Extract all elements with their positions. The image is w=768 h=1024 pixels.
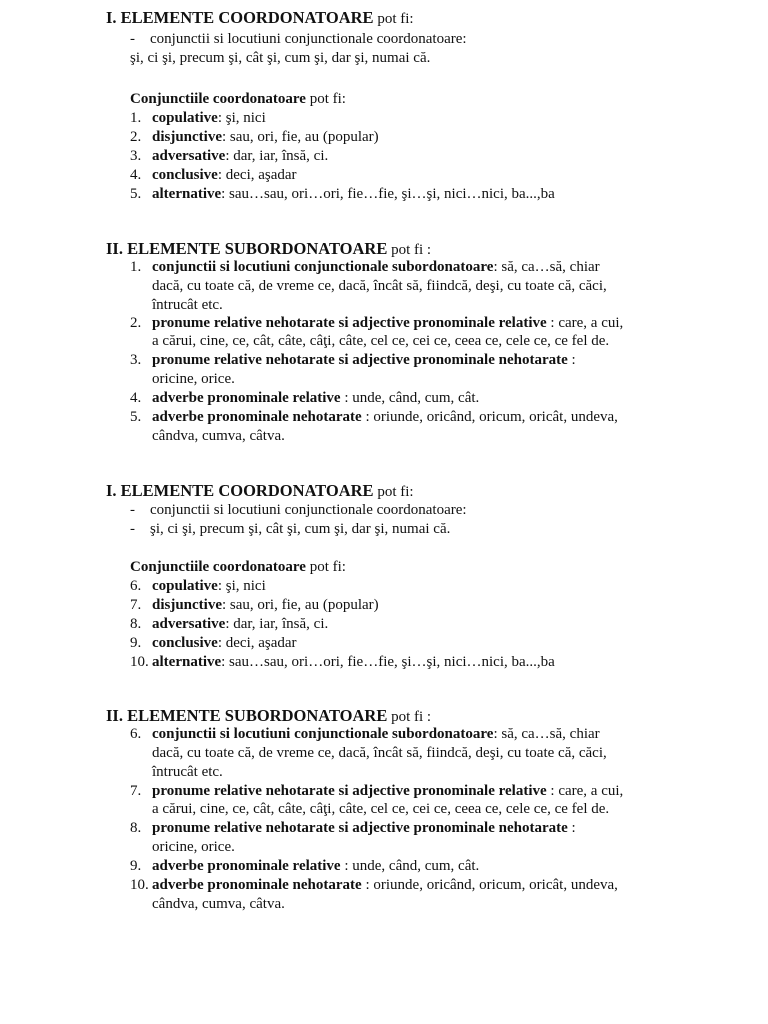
list-item	[130, 819, 576, 837]
item-term: adversative	[152, 148, 226, 164]
list-item	[130, 408, 618, 426]
item-text: :	[567, 352, 576, 368]
item-continuation: întrucât etc.	[152, 764, 223, 780]
item-text: : sau…sau, ori…ori, fie…fie, şi…şi, nici…nici, ba...,ba	[221, 186, 555, 202]
item-number: 7.	[130, 783, 142, 799]
coord-subheading	[130, 90, 346, 108]
coord-desc-text: şi, ci şi, precum şi, cât şi, cum şi, dar şi, numai că.	[150, 521, 451, 537]
item-text: : oriunde, oricând, oricum, oricât, undeva,	[361, 877, 618, 893]
sub-heading-suffix: pot fi :	[391, 709, 432, 725]
list-item	[130, 351, 576, 369]
item-continuation: dacă, cu toate că, de vreme ce, dacă, încât să, fiindcă, deşi, cu toate că, căci,	[152, 278, 607, 294]
sub-heading	[106, 240, 431, 259]
item-term: pronume relative nehotarate si adjective pronominale relative	[152, 783, 547, 799]
item-number: 9.	[130, 635, 142, 651]
item-term: alternative	[152, 186, 222, 202]
list-item	[130, 653, 555, 671]
item-continuation: oricine, orice.	[152, 839, 235, 855]
item-term: conclusive	[152, 167, 218, 183]
item-number: 6.	[130, 726, 142, 742]
item-term: disjunctive	[152, 597, 223, 613]
coord-heading-suffix: pot fi:	[377, 11, 414, 27]
item-term: conclusive	[152, 635, 218, 651]
sub-heading-title: II. ELEMENTE SUBORDONATOARE	[106, 706, 388, 725]
coord-subheading	[130, 558, 346, 576]
item-number: 4.	[130, 390, 142, 406]
item-continuation: cândva, cumva, câtva.	[152, 896, 285, 912]
coord-subheading-title: Conjunctiile coordonatoare	[130, 91, 306, 107]
item-text: : dar, iar, însă, ci.	[225, 616, 329, 632]
item-continuation: a cărui, cine, ce, cât, câte, câţi, câte, cel ce, cei ce, ceea ce, cele ce, ce fel de.	[152, 801, 610, 817]
item-term: copulative	[152, 578, 218, 594]
item-number: 10.	[130, 877, 149, 893]
item-continuation: dacă, cu toate că, de vreme ce, dacă, încât să, fiindcă, deşi, cu toate că, căci,	[152, 745, 607, 761]
item-text: : să, ca…să, chiar	[493, 726, 600, 742]
item-number: 2.	[130, 315, 142, 331]
item-term: pronume relative nehotarate si adjective pronominale nehotarate	[152, 352, 568, 368]
list-item	[130, 876, 618, 894]
item-term: alternative	[152, 654, 222, 670]
item-text: : care, a cui,	[546, 315, 624, 331]
list-item	[130, 634, 297, 652]
dash-marker: -	[130, 31, 135, 47]
sub-heading-title: II. ELEMENTE SUBORDONATOARE	[106, 239, 388, 258]
item-text: : sau, ori, fie, au (popular)	[222, 597, 379, 613]
dash-marker: -	[130, 502, 135, 518]
dash-marker: -	[130, 521, 135, 537]
item-term: copulative	[152, 110, 218, 126]
list-item	[130, 782, 623, 800]
coord-heading-title: I. ELEMENTE COORDONATOARE	[106, 8, 374, 27]
item-number: 9.	[130, 858, 142, 874]
item-text: : şi, nici	[217, 578, 266, 594]
item-number: 1.	[130, 259, 142, 275]
coord-desc-line1: conjunctii si locutiuni conjunctionale coordonatoare:	[150, 502, 467, 518]
coord-dash-line	[130, 30, 467, 48]
item-number: 5.	[130, 186, 142, 202]
sub-heading-suffix: pot fi :	[391, 242, 432, 258]
coord-heading-title: I. ELEMENTE COORDONATOARE	[106, 481, 374, 500]
list-item	[130, 615, 328, 633]
item-text: : care, a cui,	[546, 783, 624, 799]
item-number: 3.	[130, 352, 142, 368]
item-text: : dar, iar, însă, ci.	[225, 148, 329, 164]
coord-subheading-suffix: pot fi:	[309, 559, 346, 575]
item-term: adversative	[152, 616, 226, 632]
coord-dash-line	[130, 501, 467, 519]
item-number: 10.	[130, 654, 149, 670]
item-continuation: a cărui, cine, ce, cât, câte, câţi, câte, cel ce, cei ce, ceea ce, cele ce, ce fel de.	[152, 333, 610, 349]
item-text: : sau, ori, fie, au (popular)	[222, 129, 379, 145]
list-item	[130, 314, 623, 332]
coord-desc-line2	[130, 520, 450, 538]
item-term: pronume relative nehotarate si adjective pronominale nehotarate	[152, 820, 568, 836]
sub-heading	[106, 707, 431, 726]
item-text: : să, ca…să, chiar	[493, 259, 600, 275]
item-text: : unde, când, cum, cât.	[340, 858, 480, 874]
list-item	[130, 166, 297, 184]
item-continuation: întrucât etc.	[152, 297, 223, 313]
coord-desc-line2: şi, ci şi, precum şi, cât şi, cum şi, dar şi, numai că.	[130, 50, 431, 66]
item-text: : unde, când, cum, cât.	[340, 390, 480, 406]
item-text: :	[567, 820, 576, 836]
list-item	[130, 109, 266, 127]
item-number: 7.	[130, 597, 142, 613]
item-text: : deci, aşadar	[217, 635, 297, 651]
list-item	[130, 857, 479, 875]
coord-subheading-suffix: pot fi:	[309, 91, 346, 107]
item-text: : şi, nici	[217, 110, 266, 126]
item-term: disjunctive	[152, 129, 223, 145]
coord-desc-line1: conjunctii si locutiuni conjunctionale coordonatoare:	[150, 31, 467, 47]
list-item	[130, 389, 479, 407]
item-term: conjunctii si locutiuni conjunctionale subordonatoare	[152, 259, 494, 275]
item-number: 8.	[130, 616, 142, 632]
list-item	[130, 128, 379, 146]
item-continuation: cândva, cumva, câtva.	[152, 428, 285, 444]
coord-heading-suffix: pot fi:	[377, 484, 414, 500]
item-term: conjunctii si locutiuni conjunctionale subordonatoare	[152, 726, 494, 742]
item-number: 8.	[130, 820, 142, 836]
list-item	[130, 725, 600, 743]
item-number: 5.	[130, 409, 142, 425]
item-number: 2.	[130, 129, 142, 145]
list-item	[130, 596, 379, 614]
list-item	[130, 577, 266, 595]
item-text: : deci, aşadar	[217, 167, 297, 183]
item-term: adverbe pronominale relative	[152, 858, 341, 874]
item-text: : oriunde, oricând, oricum, oricât, undeva,	[361, 409, 618, 425]
coord-heading	[106, 9, 414, 28]
item-number: 6.	[130, 578, 142, 594]
list-item	[130, 258, 600, 276]
item-term: adverbe pronominale relative	[152, 390, 341, 406]
item-number: 1.	[130, 110, 142, 126]
item-term: pronume relative nehotarate si adjective pronominale relative	[152, 315, 547, 331]
item-text: : sau…sau, ori…ori, fie…fie, şi…şi, nici…nici, ba...,ba	[221, 654, 555, 670]
list-item	[130, 185, 555, 203]
coord-heading	[106, 482, 414, 501]
item-number: 4.	[130, 167, 142, 183]
list-item	[130, 147, 328, 165]
item-term: adverbe pronominale nehotarate	[152, 409, 362, 425]
item-number: 3.	[130, 148, 142, 164]
item-term: adverbe pronominale nehotarate	[152, 877, 362, 893]
coord-subheading-title: Conjunctiile coordonatoare	[130, 559, 306, 575]
item-continuation: oricine, orice.	[152, 371, 235, 387]
